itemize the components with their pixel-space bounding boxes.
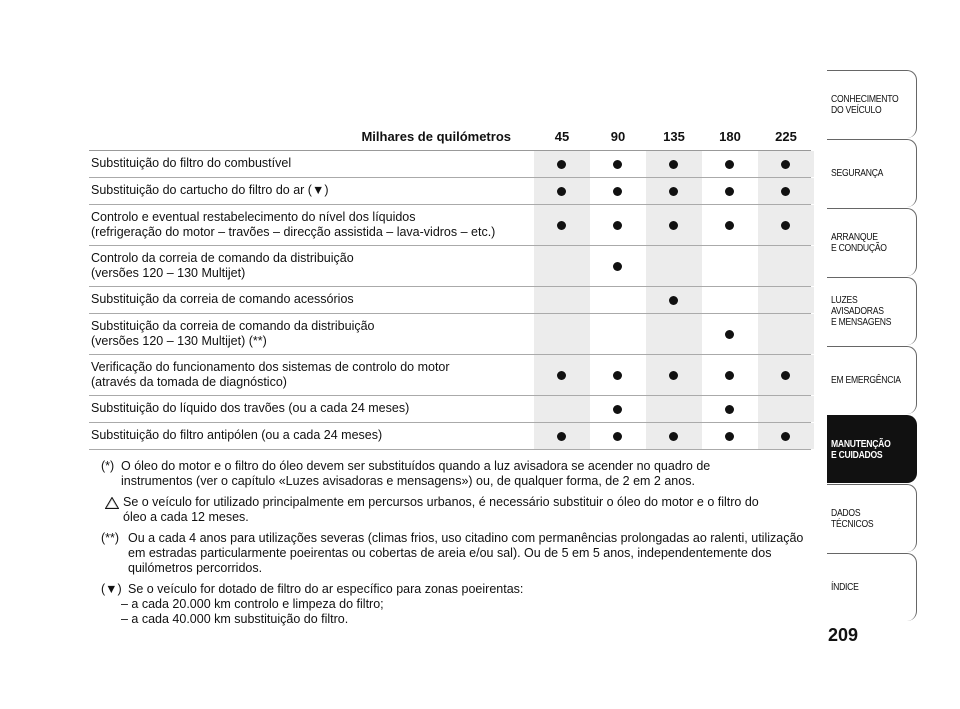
row-label: (versões 120 – 130 Multijet)	[91, 266, 246, 280]
schedule-dot	[725, 405, 734, 414]
col-header: 45	[554, 129, 570, 144]
schedule-dot	[613, 160, 622, 169]
table-cell	[758, 355, 814, 395]
table-cell	[590, 423, 646, 449]
table-cell	[646, 314, 702, 354]
schedule-dot	[613, 187, 622, 196]
warning-triangle-icon	[105, 497, 119, 509]
row-label: Verificação do funcionamento dos sistemas de controlo do motor	[91, 360, 450, 374]
table-header	[89, 126, 811, 151]
note-text: instrumentos (ver o capítulo «Luzes avisadoras e mensagens») ou, de qualquer forma, de 2 em 2 anos.	[121, 474, 695, 488]
note-oil	[101, 459, 816, 489]
note-text: – a cada 20.000 km controlo e limpeza do filtro;	[121, 597, 384, 611]
schedule-dot	[781, 160, 790, 169]
table-cell	[702, 423, 758, 449]
table-cell	[702, 178, 758, 204]
table-cell	[590, 178, 646, 204]
chapter-tab[interactable]	[827, 139, 917, 207]
col-header: 225	[775, 129, 797, 144]
col-header: 135	[663, 129, 685, 144]
schedule-dot	[613, 432, 622, 441]
chapter-tab-label: EM EMERGÊNCIA	[831, 375, 901, 386]
schedule-dot	[557, 371, 566, 380]
note-dust-filter	[101, 582, 816, 627]
note-text: – a cada 40.000 km substituição do filtro.	[121, 612, 349, 626]
maintenance-table	[89, 126, 811, 450]
row-label: (refrigeração do motor – travões – direcção assistida – lava-vidros – etc.)	[91, 225, 496, 239]
table-row	[89, 205, 811, 246]
note-mark: (*)	[101, 459, 115, 473]
table-cell	[534, 287, 590, 313]
row-label: Substituição do filtro antipólen (ou a cada 24 meses)	[91, 428, 383, 442]
chapter-tab[interactable]	[827, 484, 917, 552]
chapter-tab-label: ARRANQUE	[831, 231, 878, 243]
table-cell	[702, 151, 758, 177]
table-cell	[646, 151, 702, 177]
table-row	[89, 287, 811, 314]
chapter-tab[interactable]	[827, 415, 917, 483]
schedule-dot	[669, 221, 678, 230]
table-cell	[646, 396, 702, 422]
schedule-dot	[725, 371, 734, 380]
note-text: óleo a cada 12 meses.	[123, 510, 249, 524]
table-cell	[534, 314, 590, 354]
table-cell	[758, 151, 814, 177]
col-header: 90	[610, 129, 626, 144]
chapter-tab[interactable]	[827, 208, 917, 276]
chapter-tab-label: E MENSAGENS	[831, 317, 892, 328]
table-cell	[590, 355, 646, 395]
schedule-dot	[669, 187, 678, 196]
table-cell	[534, 355, 590, 395]
row-label: (versões 120 – 130 Multijet) (**)	[91, 334, 267, 348]
row-label: Substituição do filtro do combustível	[91, 156, 292, 170]
table-cell	[702, 396, 758, 422]
chapter-tab-label: AVISADORAS	[831, 306, 884, 317]
chapter-tab-label: ÍNDICE	[831, 582, 859, 593]
col-header: 180	[719, 129, 741, 144]
chapter-tab-label: MANUTENÇÃO	[831, 438, 891, 450]
chapter-tab-label: CONHECIMENTO	[831, 93, 899, 105]
note-mark: (**)	[101, 531, 120, 545]
schedule-dot	[781, 187, 790, 196]
chapter-tab[interactable]	[827, 70, 917, 138]
note-urban	[101, 495, 816, 525]
table-cell	[646, 246, 702, 286]
table-cell	[534, 396, 590, 422]
table-row	[89, 151, 811, 178]
note-mark: (▼)	[101, 582, 122, 596]
note-severe	[101, 531, 816, 576]
table-cell	[758, 205, 814, 245]
schedule-dot	[557, 221, 566, 230]
note-text: Ou a cada 4 anos para utilizações severas (climas frios, uso citadino com permanências prolongadas ao ralenti, utilização	[128, 531, 804, 545]
row-label: Substituição do cartucho do filtro do ar (▼)	[91, 183, 329, 197]
schedule-dot	[557, 160, 566, 169]
row-label: Substituição da correia de comando acessórios	[91, 292, 354, 306]
schedule-dot	[557, 432, 566, 441]
chapter-tab[interactable]	[827, 277, 917, 345]
row-label: Substituição do líquido dos travões (ou a cada 24 meses)	[91, 401, 410, 415]
table-row	[89, 423, 811, 450]
table-cell	[590, 396, 646, 422]
table-cell	[646, 355, 702, 395]
chapter-tab-label: E CUIDADOS	[831, 449, 883, 461]
table-row	[89, 246, 811, 287]
table-cell	[534, 178, 590, 204]
table-cell	[758, 287, 814, 313]
schedule-dot	[613, 371, 622, 380]
table-cell	[534, 205, 590, 245]
row-label: Controlo e eventual restabelecimento do nível dos líquidos	[91, 210, 416, 224]
schedule-dot	[669, 371, 678, 380]
schedule-dot	[613, 221, 622, 230]
note-text: quilómetros percorridos.	[128, 561, 263, 575]
table-body	[89, 151, 811, 450]
schedule-dot	[725, 432, 734, 441]
chapter-tab-label: E CONDUÇÃO	[831, 242, 887, 254]
chapter-tab[interactable]	[827, 346, 917, 414]
chapter-tab-label: DO VEÍCULO	[831, 104, 882, 116]
note-text: Se o veículo for dotado de filtro do ar específico para zonas poeirentas:	[128, 582, 524, 596]
chapter-tab-label: SEGURANÇA	[831, 168, 884, 179]
table-cell	[646, 178, 702, 204]
table-cell	[702, 355, 758, 395]
table-cell	[702, 287, 758, 313]
table-cell	[590, 314, 646, 354]
table-cell	[702, 314, 758, 354]
note-text: Se o veículo for utilizado principalmente em percursos urbanos, é necessário substituir o óleo do motor e o filtro do	[123, 495, 759, 509]
table-cell	[534, 246, 590, 286]
schedule-dot	[725, 330, 734, 339]
table-cell	[758, 396, 814, 422]
schedule-dot	[613, 262, 622, 271]
footnotes	[101, 459, 816, 633]
schedule-dot	[725, 187, 734, 196]
schedule-dot	[613, 405, 622, 414]
table-cell	[702, 246, 758, 286]
table-cell	[646, 287, 702, 313]
note-text: O óleo do motor e o filtro do óleo devem ser substituídos quando a luz avisadora se acender no quadro de	[121, 459, 711, 473]
chapter-tab-label: TÉCNICOS	[831, 518, 874, 530]
schedule-dot	[557, 187, 566, 196]
schedule-dot	[781, 432, 790, 441]
schedule-dot	[669, 160, 678, 169]
table-cell	[590, 151, 646, 177]
row-label: Substituição da correia de comando da distribuição	[91, 319, 375, 333]
table-cell	[758, 178, 814, 204]
schedule-dot	[781, 221, 790, 230]
chapter-tab[interactable]	[827, 553, 917, 621]
table-cell	[758, 314, 814, 354]
chapter-tab-label: DADOS	[831, 507, 861, 519]
page-number: 209	[828, 625, 859, 645]
table-row	[89, 355, 811, 396]
table-row	[89, 396, 811, 423]
table-cell	[590, 246, 646, 286]
table-cell	[534, 151, 590, 177]
table-row	[89, 178, 811, 205]
table-cell	[758, 246, 814, 286]
note-text: em estradas particularmente poeirentas ou cobertas de areia e/ou sal). Ou de 5 em 5 anos, independentemente dos	[128, 546, 772, 560]
header-title: Milhares de quilómetros	[361, 129, 511, 144]
schedule-dot	[725, 160, 734, 169]
table-cell	[534, 423, 590, 449]
table-cell	[758, 423, 814, 449]
schedule-dot	[669, 296, 678, 305]
chapter-tab-label: LUZES	[831, 295, 858, 306]
row-label: Controlo da correia de comando da distribuição	[91, 251, 354, 265]
row-label: (através da tomada de diagnóstico)	[91, 375, 287, 389]
chapter-sidebar	[827, 70, 917, 622]
table-cell	[646, 205, 702, 245]
table-cell	[590, 287, 646, 313]
table-cell	[646, 423, 702, 449]
table-row	[89, 314, 811, 355]
table-cell	[590, 205, 646, 245]
schedule-dot	[669, 432, 678, 441]
table-cell	[702, 205, 758, 245]
schedule-dot	[725, 221, 734, 230]
schedule-dot	[781, 371, 790, 380]
